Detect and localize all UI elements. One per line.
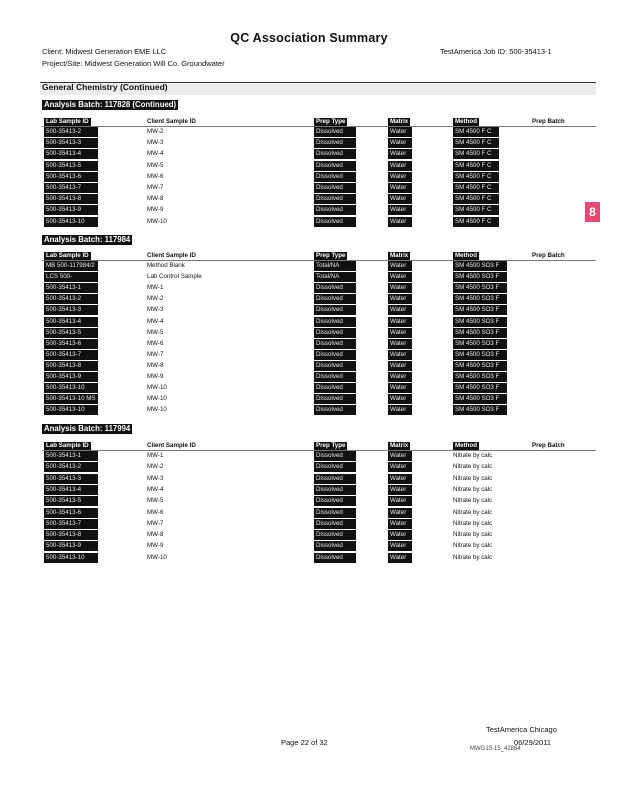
- cell-method: SM 4500 SO3 F: [453, 261, 507, 271]
- cell-client-sample-id: MW-7: [147, 519, 164, 527]
- cell-method: SM 4500 F C: [453, 172, 499, 182]
- cell-client-sample-id: MW-1: [147, 452, 164, 459]
- cell-client-sample-id: MW-6: [147, 508, 164, 516]
- cell-matrix: Water: [388, 394, 412, 404]
- cell-method: SM 4500 SO3 F: [453, 317, 507, 327]
- cell-lab-sample-id: 500-35413-2: [44, 294, 98, 304]
- cell-lab-sample-id: 500-35413-10: [44, 553, 98, 563]
- cell-lab-sample-id: 500-35413-3: [44, 305, 98, 315]
- cell-prep-type: Total/NA: [314, 261, 356, 271]
- report-date: 06/29/2011: [514, 738, 551, 747]
- col-header-matrix: Matrix: [390, 118, 409, 125]
- cell-matrix: Water: [388, 205, 412, 215]
- cell-client-sample-id: MW-4: [147, 150, 164, 158]
- cell-method: SM 4500 SO3 F: [453, 328, 507, 338]
- cell-method: Nitrate by calc: [453, 542, 493, 550]
- cell-matrix: Water: [388, 496, 412, 506]
- cell-matrix: Water: [388, 508, 412, 518]
- cell-lab-sample-id: 500-35413-10: [44, 217, 98, 227]
- cell-method: SM 4500 SO3 F: [453, 394, 507, 404]
- cell-matrix: Water: [388, 451, 412, 461]
- cell-method: SM 4500 F C: [453, 149, 499, 159]
- col-header-method: Method: [455, 442, 477, 449]
- col-header-client-sample-id: Client Sample ID: [147, 252, 196, 259]
- cell-matrix: Water: [388, 317, 412, 327]
- cell-prep-type: Dissolved: [314, 172, 356, 182]
- cell-lab-sample-id: 500-35413-5: [44, 328, 98, 338]
- cell-lab-sample-id: 500-35413-10: [44, 405, 98, 415]
- col-header-prep-type: Prep Type: [316, 118, 346, 125]
- cell-method: Nitrate by calc: [453, 474, 493, 482]
- cell-client-sample-id: MW-10: [147, 395, 167, 403]
- cell-lab-sample-id: 500-35413-5: [44, 161, 98, 171]
- lab-name: TestAmerica Chicago: [486, 725, 557, 734]
- page-number: Page 22 of 32: [281, 738, 328, 747]
- cell-lab-sample-id: 500-35413-8: [44, 361, 98, 371]
- cell-matrix: Water: [388, 305, 412, 315]
- cell-lab-sample-id: 500-35413-1: [44, 283, 98, 293]
- cell-prep-type: Dissolved: [314, 127, 356, 137]
- cell-prep-type: Dissolved: [314, 339, 356, 349]
- cell-method: Nitrate by calc: [453, 519, 493, 527]
- cell-matrix: Water: [388, 372, 412, 382]
- cell-method: SM 4500 SO3 F: [453, 272, 507, 282]
- cell-method: SM 4500 SO3 F: [453, 372, 507, 382]
- col-header-prep-batch: Prep Batch: [532, 442, 565, 449]
- cell-method: SM 4500 SO3 F: [453, 305, 507, 315]
- col-header-prep-type: Prep Type: [316, 252, 346, 259]
- cell-client-sample-id: MW-8: [147, 361, 164, 369]
- cell-matrix: Water: [388, 217, 412, 227]
- cell-client-sample-id: MW-10: [147, 406, 167, 414]
- cell-matrix: Water: [388, 161, 412, 171]
- cell-client-sample-id: MW-10: [147, 384, 167, 392]
- cell-client-sample-id: MW-5: [147, 161, 164, 169]
- col-header-lab-sample-id: Lab Sample ID: [46, 252, 89, 259]
- cell-method: SM 4500 SO3 F: [453, 405, 507, 415]
- cell-prep-type: Dissolved: [314, 283, 356, 293]
- cell-matrix: Water: [388, 541, 412, 551]
- cell-client-sample-id: MW-9: [147, 542, 164, 550]
- cell-method: SM 4500 F C: [453, 194, 499, 204]
- cell-prep-type: Dissolved: [314, 383, 356, 393]
- cell-client-sample-id: MW-2: [147, 463, 164, 471]
- cell-prep-type: Total/NA: [314, 272, 356, 282]
- cell-client-sample-id: MW-3: [147, 306, 164, 314]
- cell-matrix: Water: [388, 405, 412, 415]
- cell-lab-sample-id: 500-35413-8: [44, 530, 98, 540]
- col-header-method: Method: [455, 252, 477, 259]
- cell-client-sample-id: Method Blank: [147, 262, 185, 269]
- cell-lab-sample-id: 500-35413-7: [44, 350, 98, 360]
- page-title: QC Association Summary: [230, 31, 388, 45]
- cell-client-sample-id: Lab Control Sample: [147, 273, 202, 281]
- col-header-matrix: Matrix: [390, 442, 409, 449]
- document-code: MWG13-15_42884: [470, 746, 521, 752]
- cell-client-sample-id: MW-9: [147, 206, 164, 214]
- cell-prep-type: Dissolved: [314, 305, 356, 315]
- cell-method: SM 4500 F C: [453, 217, 499, 227]
- section-tab-8[interactable]: 8: [585, 202, 600, 222]
- cell-prep-type: Dissolved: [314, 149, 356, 159]
- cell-prep-type: Dissolved: [314, 485, 356, 495]
- cell-client-sample-id: MW-5: [147, 497, 164, 505]
- cell-matrix: Water: [388, 485, 412, 495]
- cell-prep-type: Dissolved: [314, 496, 356, 506]
- cell-lab-sample-id: 500-35413-7: [44, 183, 98, 193]
- cell-prep-type: Dissolved: [314, 372, 356, 382]
- cell-prep-type: Dissolved: [314, 194, 356, 204]
- col-header-prep-type: Prep Type: [316, 442, 346, 449]
- cell-matrix: Water: [388, 294, 412, 304]
- col-header-client-sample-id: Client Sample ID: [147, 118, 196, 125]
- cell-prep-type: Dissolved: [314, 530, 356, 540]
- cell-method: SM 4500 F C: [453, 205, 499, 215]
- project-line: Project/Site: Midwest Generation Will Co. Groundwater: [42, 59, 225, 68]
- cell-matrix: Water: [388, 462, 412, 472]
- cell-method: SM 4500 SO3 F: [453, 294, 507, 304]
- cell-method: Nitrate by calc: [453, 553, 493, 561]
- cell-client-sample-id: MW-2: [147, 295, 164, 303]
- cell-lab-sample-id: 500-35413-4: [44, 317, 98, 327]
- cell-lab-sample-id: MB 500-117984/2: [44, 261, 98, 271]
- cell-method: Nitrate by calc: [453, 531, 493, 539]
- cell-client-sample-id: MW-3: [147, 139, 164, 147]
- cell-client-sample-id: MW-2: [147, 128, 164, 135]
- cell-matrix: Water: [388, 194, 412, 204]
- cell-prep-type: Dissolved: [314, 217, 356, 227]
- cell-method: Nitrate by calc: [453, 452, 493, 459]
- cell-lab-sample-id: 500-35413-4: [44, 149, 98, 159]
- cell-matrix: Water: [388, 283, 412, 293]
- section-title: General Chemistry (Continued): [42, 82, 168, 92]
- cell-matrix: Water: [388, 474, 412, 484]
- cell-method: SM 4500 F C: [453, 161, 499, 171]
- col-header-lab-sample-id: Lab Sample ID: [46, 118, 89, 125]
- cell-prep-type: Dissolved: [314, 294, 356, 304]
- cell-prep-type: Dissolved: [314, 474, 356, 484]
- cell-matrix: Water: [388, 339, 412, 349]
- cell-lab-sample-id: 500-35413-3: [44, 474, 98, 484]
- cell-lab-sample-id: 500-35413-10 MS: [44, 394, 98, 404]
- cell-prep-type: Dissolved: [314, 161, 356, 171]
- cell-lab-sample-id: 500-35413-3: [44, 138, 98, 148]
- cell-prep-type: Dissolved: [314, 462, 356, 472]
- cell-prep-type: Dissolved: [314, 350, 356, 360]
- cell-client-sample-id: MW-7: [147, 184, 164, 191]
- cell-prep-type: Dissolved: [314, 519, 356, 529]
- cell-method: Nitrate by calc: [453, 485, 493, 493]
- cell-matrix: Water: [388, 383, 412, 393]
- cell-matrix: Water: [388, 272, 412, 282]
- batch-title: Analysis Batch: 117994: [44, 424, 131, 433]
- cell-prep-type: Dissolved: [314, 394, 356, 404]
- cell-lab-sample-id: LCS 500-: [44, 272, 98, 282]
- cell-lab-sample-id: 500-35413-10: [44, 383, 98, 393]
- cell-method: SM 4500 F C: [453, 183, 499, 193]
- batch-title: Analysis Batch: 117984: [44, 235, 131, 244]
- cell-matrix: Water: [388, 361, 412, 371]
- cell-client-sample-id: MW-4: [147, 317, 164, 325]
- cell-lab-sample-id: 500-35413-6: [44, 172, 98, 182]
- cell-lab-sample-id: 500-35413-2: [44, 462, 98, 472]
- cell-client-sample-id: MW-6: [147, 172, 164, 180]
- job-id: TestAmerica Job ID: 500-35413-1: [440, 47, 552, 56]
- cell-lab-sample-id: 500-35413-4: [44, 485, 98, 495]
- cell-prep-type: Dissolved: [314, 138, 356, 148]
- cell-method: SM 4500 SO3 F: [453, 283, 507, 293]
- cell-client-sample-id: MW-10: [147, 553, 167, 561]
- cell-method: SM 4500 SO3 F: [453, 361, 507, 371]
- cell-matrix: Water: [388, 261, 412, 271]
- cell-client-sample-id: MW-4: [147, 485, 164, 493]
- cell-client-sample-id: MW-3: [147, 474, 164, 482]
- col-header-client-sample-id: Client Sample ID: [147, 442, 196, 449]
- cell-client-sample-id: MW-8: [147, 531, 164, 539]
- cell-client-sample-id: MW-8: [147, 195, 164, 203]
- cell-method: Nitrate by calc: [453, 508, 493, 516]
- cell-lab-sample-id: 500-35413-2: [44, 127, 98, 137]
- cell-lab-sample-id: 500-35413-8: [44, 194, 98, 204]
- cell-lab-sample-id: 500-35413-7: [44, 519, 98, 529]
- cell-client-sample-id: MW-5: [147, 328, 164, 336]
- cell-prep-type: Dissolved: [314, 541, 356, 551]
- cell-matrix: Water: [388, 149, 412, 159]
- cell-client-sample-id: MW-7: [147, 350, 164, 358]
- cell-matrix: Water: [388, 530, 412, 540]
- cell-client-sample-id: MW-6: [147, 339, 164, 347]
- cell-client-sample-id: MW-1: [147, 284, 164, 292]
- cell-lab-sample-id: 500-35413-6: [44, 508, 98, 518]
- cell-matrix: Water: [388, 553, 412, 563]
- cell-matrix: Water: [388, 138, 412, 148]
- cell-method: Nitrate by calc: [453, 497, 493, 505]
- col-header-lab-sample-id: Lab Sample ID: [46, 442, 89, 449]
- cell-method: SM 4500 SO3 F: [453, 339, 507, 349]
- col-header-matrix: Matrix: [390, 252, 409, 259]
- cell-matrix: Water: [388, 127, 412, 137]
- cell-matrix: Water: [388, 183, 412, 193]
- client-line: Client: Midwest Generation EME LLC: [42, 47, 167, 56]
- cell-client-sample-id: MW-9: [147, 373, 164, 380]
- cell-method: SM 4500 SO3 F: [453, 350, 507, 360]
- cell-prep-type: Dissolved: [314, 317, 356, 327]
- cell-method: SM 4500 SO3 F: [453, 383, 507, 393]
- cell-matrix: Water: [388, 519, 412, 529]
- cell-prep-type: Dissolved: [314, 361, 356, 371]
- cell-prep-type: Dissolved: [314, 405, 356, 415]
- cell-matrix: Water: [388, 350, 412, 360]
- cell-lab-sample-id: 500-35413-1: [44, 451, 98, 461]
- col-header-prep-batch: Prep Batch: [532, 252, 565, 259]
- cell-method: Nitrate by calc: [453, 463, 493, 471]
- cell-lab-sample-id: 500-35413-5: [44, 496, 98, 506]
- cell-prep-type: Dissolved: [314, 553, 356, 563]
- cell-lab-sample-id: 500-35413-9: [44, 541, 98, 551]
- col-header-method: Method: [455, 118, 477, 125]
- cell-method: SM 4500 F C: [453, 138, 499, 148]
- cell-method: SM 4500 F C: [453, 127, 499, 137]
- cell-matrix: Water: [388, 328, 412, 338]
- col-header-prep-batch: Prep Batch: [532, 118, 565, 125]
- cell-lab-sample-id: 500-35413-9: [44, 205, 98, 215]
- cell-matrix: Water: [388, 172, 412, 182]
- cell-prep-type: Dissolved: [314, 451, 356, 461]
- cell-lab-sample-id: 500-35413-9: [44, 372, 98, 382]
- cell-prep-type: Dissolved: [314, 183, 356, 193]
- cell-prep-type: Dissolved: [314, 205, 356, 215]
- batch-title: Analysis Batch: 117828 (Continued): [44, 100, 177, 109]
- cell-lab-sample-id: 500-35413-6: [44, 339, 98, 349]
- cell-client-sample-id: MW-10: [147, 217, 167, 225]
- cell-prep-type: Dissolved: [314, 508, 356, 518]
- cell-prep-type: Dissolved: [314, 328, 356, 338]
